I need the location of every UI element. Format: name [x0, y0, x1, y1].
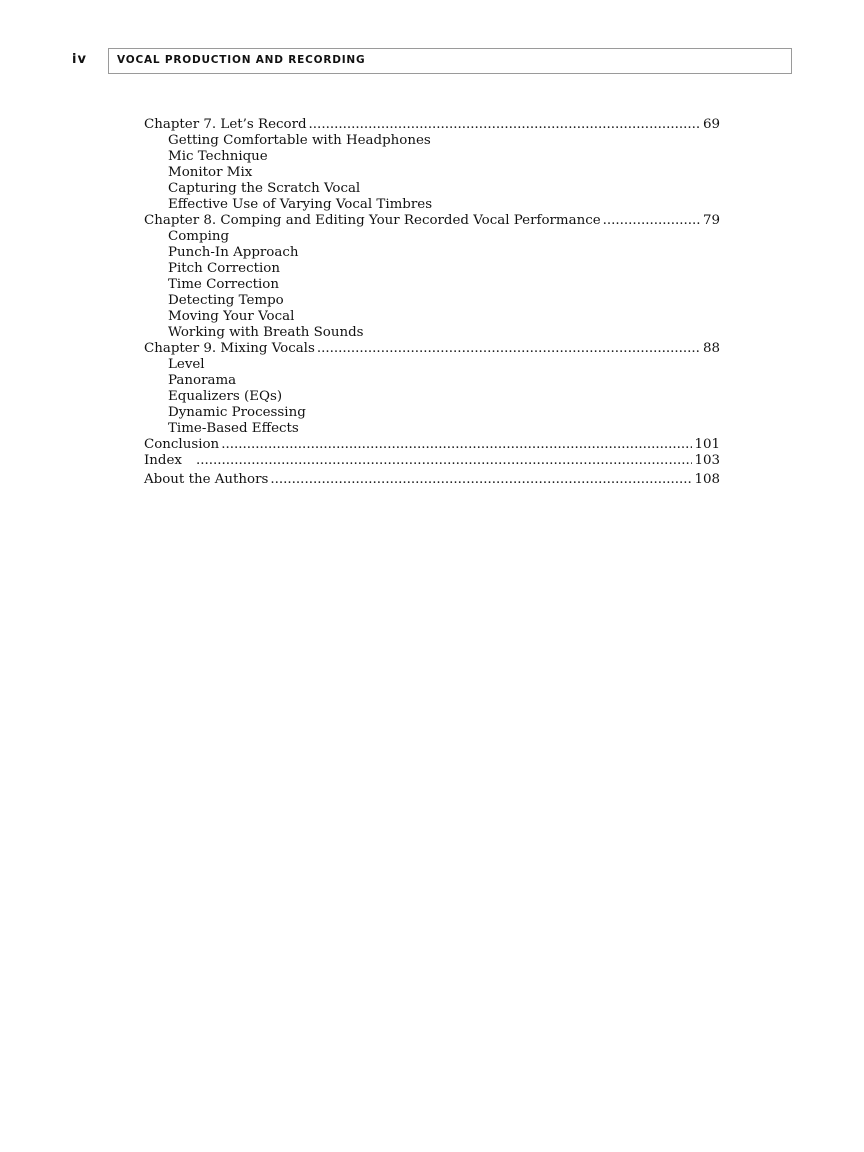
toc-entry-chapter-8[interactable]	[144, 213, 720, 229]
page-number: iv	[72, 52, 87, 67]
toc-subsection: Monitor Mix	[168, 165, 253, 180]
dot-leader	[603, 213, 701, 229]
toc-entry-page: 101	[694, 437, 720, 452]
toc-subsection: Detecting Tempo	[168, 293, 284, 308]
toc-entry-page: 88	[702, 341, 720, 356]
toc-subsection: Mic Technique	[168, 149, 268, 164]
toc-subsection: Equalizers (EQs)	[168, 389, 283, 404]
toc-subsection: Punch-In Approach	[168, 245, 299, 260]
running-header	[108, 48, 792, 74]
toc-entry-chapter-7[interactable]	[144, 117, 720, 133]
dot-leader	[270, 472, 692, 488]
dot-leader	[196, 453, 692, 469]
toc-entry-title: Chapter 7. Let’s Record	[144, 117, 307, 132]
toc-entry-page: 108	[694, 472, 720, 487]
toc-entry-title: About the Authors	[144, 472, 269, 487]
toc-entry-conclusion[interactable]	[144, 437, 720, 453]
dot-leader	[221, 437, 692, 453]
toc-subsection: Time-Based Effects	[168, 421, 299, 436]
toc-subsection: Capturing the Scratch Vocal	[168, 181, 361, 196]
toc-entry-index[interactable]	[144, 453, 720, 469]
toc-subsection: Pitch Correction	[168, 261, 280, 276]
toc-subsection: Moving Your Vocal	[168, 309, 295, 324]
toc-entry-title: Index	[144, 453, 182, 468]
toc-subsection: Level	[168, 357, 205, 372]
toc-entry-title: Conclusion	[144, 437, 220, 452]
dot-leader	[317, 341, 701, 357]
toc-entry-page: 69	[702, 117, 720, 132]
toc-entry-title: Chapter 8. Comping and Editing Your Recorded Vocal Performance	[144, 213, 601, 228]
toc-entry-about-the-authors[interactable]	[144, 472, 720, 488]
toc-subsection: Comping	[168, 229, 230, 244]
dot-leader	[309, 117, 701, 133]
running-header-title: VOCAL PRODUCTION AND RECORDING	[117, 54, 366, 66]
toc-entry-page: 79	[702, 213, 720, 228]
table-of-contents	[144, 117, 720, 488]
toc-entry-page: 103	[694, 453, 720, 468]
toc-subsection: Effective Use of Varying Vocal Timbres	[168, 197, 433, 212]
toc-entry-title: Chapter 9. Mixing Vocals	[144, 341, 315, 356]
toc-entry-chapter-9[interactable]	[144, 341, 720, 357]
toc-subsection: Panorama	[168, 373, 237, 388]
toc-subsection: Getting Comfortable with Headphones	[168, 133, 431, 148]
toc-subsection: Time Correction	[168, 277, 279, 292]
toc-subsection: Dynamic Processing	[168, 405, 306, 420]
toc-subsection: Working with Breath Sounds	[168, 325, 364, 340]
